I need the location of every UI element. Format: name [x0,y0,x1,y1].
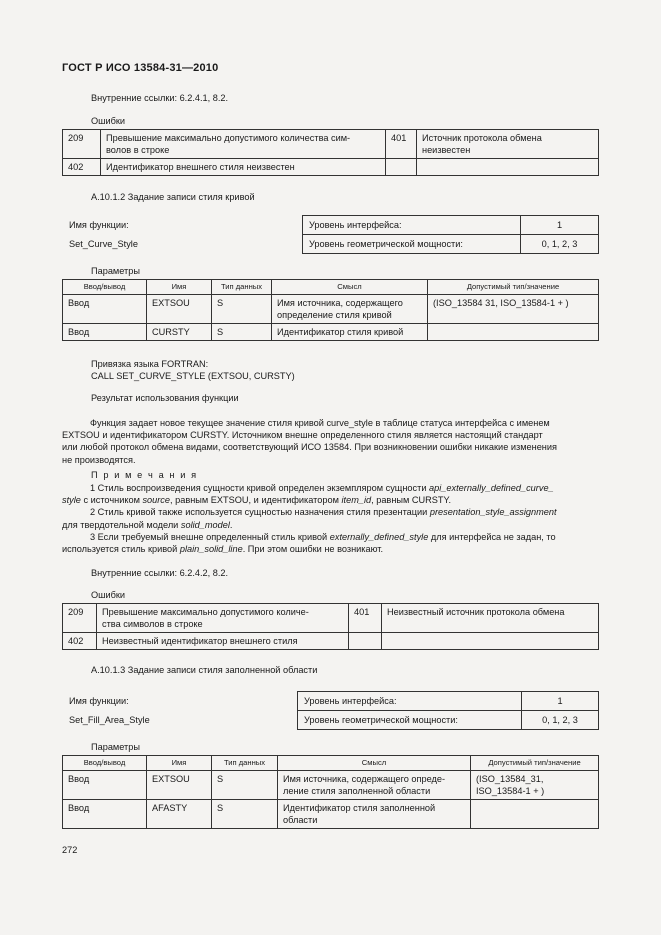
param-type: S [212,771,278,800]
levels-table [302,215,599,254]
note-2-cont: для твердотельной модели solid_model. [62,519,233,530]
interface-level-label: Уровень интерфейса: [298,692,522,711]
error-text: Идентификатор внешнего стиля неизвестен [101,159,386,176]
function-name-label: Имя функции: [69,696,129,706]
error-text: Превышение максимально допустимого количе- ства символов в строке [97,604,349,633]
note-3-cont: используется стиль кривой plain_solid_line. При этом ошибки не возникают. [62,544,384,555]
note-2: 2 Стиль кривой также используется сущностью назначения стиля презентации presentation_style_assignment [90,507,557,518]
geometry-level-value: 0, 1, 2, 3 [521,235,599,254]
column-header: Смысл [272,280,428,295]
error-text: Источник протокола обмена неизвестен [417,130,599,159]
interface-level-value: 1 [522,692,599,711]
column-header: Имя [147,756,212,771]
table-row [298,692,599,711]
error-code: 401 [386,130,417,159]
error-text [417,159,599,176]
param-meaning: Идентификатор стиля заполненной области [278,800,471,829]
function-name: Set_Fill_Area_Style [69,715,150,725]
geometry-level-label: Уровень геометрической мощности: [298,711,522,730]
param-name: CURSTY [147,324,212,341]
column-header: Ввод/вывод [63,756,147,771]
error-code [349,633,382,650]
column-header: Имя [147,280,212,295]
error-code: 402 [63,159,101,176]
function-name: Set_Curve_Style [69,239,138,249]
geometry-level-label: Уровень геометрической мощности: [303,235,521,254]
table-row [63,324,599,341]
result-label: Результат использования функции [91,393,239,403]
param-name: EXTSOU [147,771,212,800]
column-header: Тип данных [212,756,278,771]
note-1-cont: style с источником source, равным EXTSOU, и идентификатором item_id, равным CURSTY. [62,495,452,506]
function-name-label: Имя функции: [69,220,129,230]
param-meaning: Идентификатор стиля кривой [272,324,428,341]
table-row [298,711,599,730]
error-code: 209 [63,130,101,159]
column-header: Допустимый тип/значение [471,756,599,771]
parameters-table-1 [62,279,599,341]
parameters-label: Параметры [91,266,140,276]
levels-table [297,691,599,730]
result-paragraph: Функция задает новое текущее значение стиля кривой curve_style в таблице статуса интерфейса с именем EXTSOU и идентификатором CURSTY. Источником внешне определенного стиля является настоящий стандарт или любой протокол обмена видами, соответствующий ИСО 13584. При возникновении ошибки никакие изменения не производятся. [62,418,557,465]
interface-level-value: 1 [521,216,599,235]
param-type: S [212,324,272,341]
error-text: Неизвестный источник протокола обмена [382,604,599,633]
parameters-label: Параметры [91,742,140,752]
note-3: 3 Если требуемый внешне определенный стиль кривой externally_defined_style для интерфейса не задан, то [90,531,556,542]
column-header: Тип данных [212,280,272,295]
param-values: (ISO_13584_31, ISO_13584-1 + ) [471,771,599,800]
table-row [63,295,599,324]
error-code: 402 [63,633,97,650]
page-number: 272 [62,845,78,855]
notes-block [62,482,599,555]
fortran-call: CALL SET_CURVE_STYLE (EXTSOU, CURSTY) [91,371,295,381]
table-row [63,159,599,176]
table-row [303,235,599,254]
param-io: Ввод [63,324,147,341]
error-text [382,633,599,650]
table-row [63,771,599,800]
table-row [63,633,599,650]
error-code: 209 [63,604,97,633]
parameters-table-2 [62,755,599,829]
param-io: Ввод [63,800,147,829]
param-meaning: Имя источника, содержащего определение стиля кривой [272,295,428,324]
document-title: ГОСТ Р ИСО 13584-31—2010 [62,62,219,74]
error-text: Неизвестный идентификатор внешнего стиля [97,633,349,650]
error-code [386,159,417,176]
internal-refs-2: Внутренние ссылки: 6.2.4.2, 8.2. [91,568,229,578]
table-row [303,216,599,235]
internal-refs-1: Внутренние ссылки: 6.2.4.1, 8.2. [91,93,229,103]
table-row [63,604,599,633]
column-header: Допустимый тип/значение [428,280,599,295]
param-values [428,324,599,341]
section-heading: А.10.1.3 Задание записи стиля заполненной области [91,665,318,675]
table-row [63,800,599,829]
fortran-binding-label: Привязка языка FORTRAN: [91,359,209,369]
param-io: Ввод [63,295,147,324]
errors-label-1: Ошибки [91,116,126,126]
error-text: Превышение максимально допустимого количества сим- волов в строке [101,130,386,159]
errors-table-1 [62,129,599,176]
param-name: EXTSOU [147,295,212,324]
table-row [63,130,599,159]
column-header: Ввод/вывод [63,280,147,295]
errors-label-2: Ошибки [91,590,126,600]
param-io: Ввод [63,771,147,800]
interface-level-label: Уровень интерфейса: [303,216,521,235]
note-1: 1 Стиль воспроизведения сущности кривой определен экземпляром сущности api_externally_defined_curve_ [90,483,554,493]
error-code: 401 [349,604,382,633]
param-values [471,800,599,829]
param-meaning: Имя источника, содержащего опреде- ление стиля заполненной области [278,771,471,800]
table-header-row [63,756,599,771]
param-name: AFASTY [147,800,212,829]
table-header-row [63,280,599,295]
notes-heading: П р и м е ч а н и я [91,470,198,480]
section-heading: А.10.1.2 Задание записи стиля кривой [91,192,255,202]
geometry-level-value: 0, 1, 2, 3 [522,711,599,730]
param-values: (ISO_13584 31, ISO_13584-1 + ) [428,295,599,324]
errors-table-2 [62,603,599,650]
column-header: Смысл [278,756,471,771]
param-type: S [212,800,278,829]
param-type: S [212,295,272,324]
